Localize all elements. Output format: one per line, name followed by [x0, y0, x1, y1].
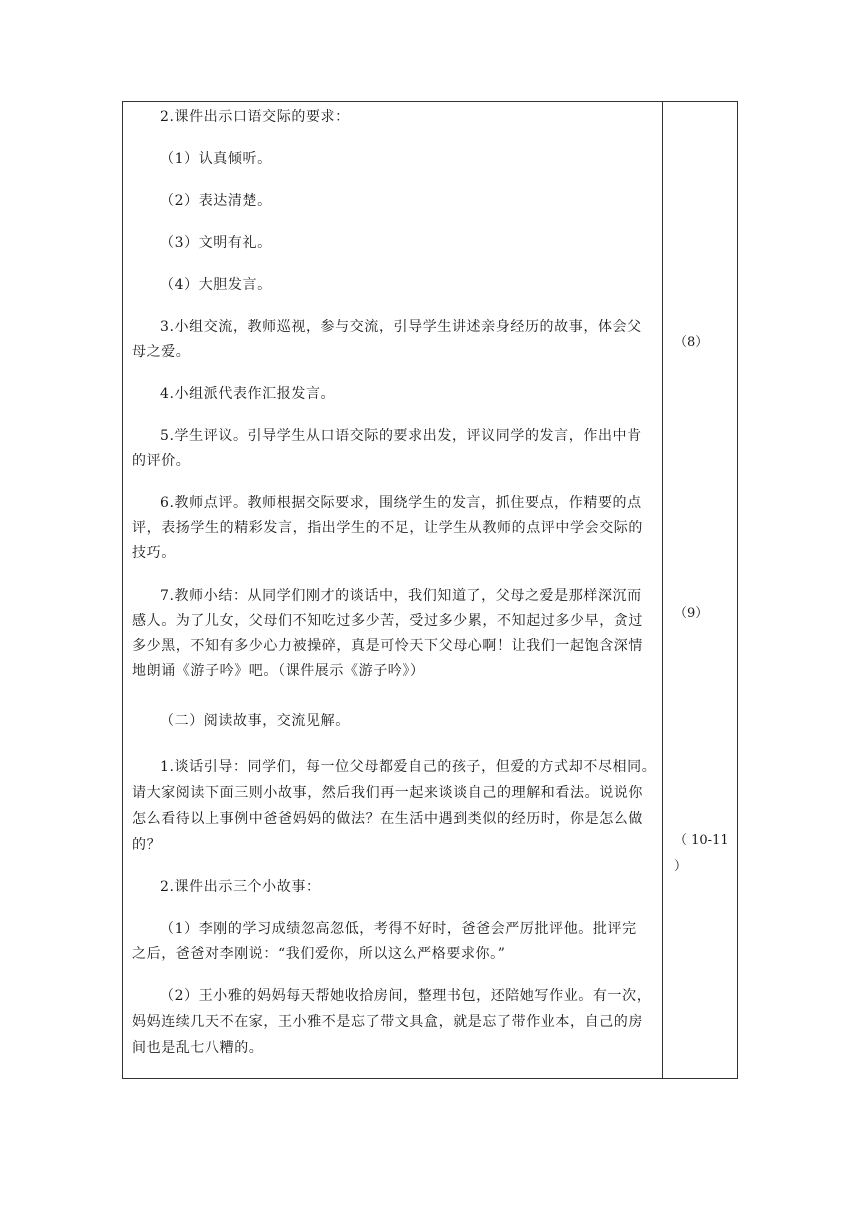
column-divider	[662, 101, 663, 1079]
paragraph-line: 3.小组交流，教师巡视，参与交流，引导学生讲述亲身经历的故事，体会父	[160, 319, 642, 335]
paragraph-line: 1.谈话引导：同学们，每一位父母都爱自己的孩子，但爱的方式却不尽相同。	[160, 759, 657, 775]
paragraph-line: 技巧。	[132, 545, 176, 561]
paragraph-line: 之后，爸爸对李刚说：“我们爱你，所以这么严格要求你。”	[132, 946, 506, 962]
paragraph-line: （2）王小雅的妈妈每天帮她收拾房间，整理书包，还陪她写作业。有一次，	[160, 988, 652, 1004]
paragraph-line: 多少黑，不知有多少心力被操碎，真是可怜天下父母心啊！让我们一起饱含深情	[132, 638, 643, 654]
paragraph-line: 母之爱。	[132, 344, 191, 360]
requirement-item: （4）大胆发言。	[160, 277, 272, 293]
paragraph-line: 请大家阅读下面三则小故事，然后我们再一起来谈谈自己的理解和看法。说说你	[132, 785, 643, 801]
paragraph-line: 评，表扬学生的精彩发言，指出学生的不足，让学生从教师的点评中学会交际的	[132, 520, 643, 536]
paragraph-line: 间也是乱七八糟的。	[132, 1040, 264, 1056]
paragraph-line: 的评价。	[132, 453, 191, 469]
paragraph-line: 感人。为了儿女，父母们不知吃过多少苦，受过多少累，不知起过多少早，贪过	[132, 613, 643, 629]
time-note: （ 10-11	[674, 833, 729, 848]
paragraph-line: （1）李刚的学习成绩忽高忽低，考得不好时，爸爸会严厉批评他。批评完	[160, 921, 637, 937]
section-heading: （二）阅读故事，交流见解。	[160, 713, 350, 729]
paragraph-line: 妈妈连续几天不在家，王小雅不是忘了带文具盒，就是忘了带作业本，自己的房	[132, 1014, 643, 1030]
paragraph-line: 2.课件出示三个小故事：	[160, 879, 321, 895]
requirement-item: （3）文明有礼。	[160, 235, 272, 251]
requirements-heading: 2.课件出示口语交际的要求：	[160, 109, 350, 125]
paragraph-line: 4.小组派代表作汇报发言。	[160, 386, 336, 402]
paragraph-line: 6.教师点评。教师根据交际要求，围绕学生的发言，抓住要点，作精要的点	[160, 495, 642, 511]
paragraph-line: 地朗诵《游子吟》吧。（课件展示《游子吟》）	[132, 663, 425, 679]
paragraph-line: 7.教师小结：从同学们刚才的谈话中，我们知道了，父母之爱是那样深沉而	[160, 588, 642, 604]
time-note: （8）	[674, 335, 709, 350]
requirement-item: （2）表达清楚。	[160, 193, 272, 209]
requirement-item: （1）认真倾听。	[160, 151, 272, 167]
paragraph-line: 的？	[132, 837, 162, 853]
time-note: ）	[674, 859, 688, 874]
paragraph-line: 5.学生评议。引导学生从口语交际的要求出发，评议同学的发言，作出中肯	[160, 428, 642, 444]
paragraph-line: 怎么看待以上事例中爸爸妈妈的做法？在生活中遇到类似的经历时，你是怎么做	[132, 811, 643, 827]
time-note: （9）	[674, 606, 709, 621]
